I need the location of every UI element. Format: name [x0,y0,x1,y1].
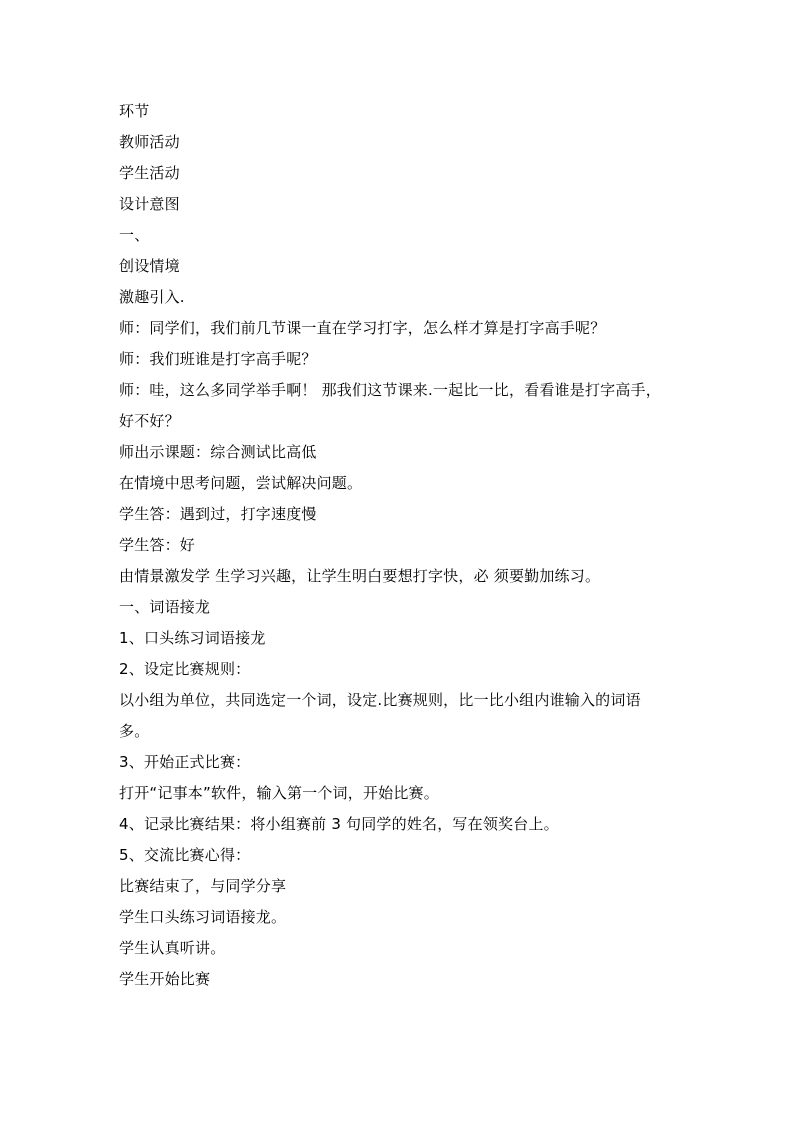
text-line: 学生答：遇到过，打字速度慢 [119,505,317,523]
text-line: 师：同学们，我们前几节课一直在学习打字，怎么样才算是打字高手呢？ [119,319,606,337]
document-body [119,96,684,995]
text-line: 4、记录比赛结果：将小组赛前 3 句同学的姓名，写在领奖台上。 [119,815,559,833]
text-line: 一、 [119,226,150,244]
text-line: 创设情境 [119,257,180,275]
text-line: 学生活动 [119,164,180,182]
text-line: 3、开始正式比赛： [119,753,251,771]
text-line: 由情景激发学 生学习兴趣，让学生明白要想打字快，必 须要勤加练习。 [119,567,601,585]
text-line: 激趣引入. [119,288,185,306]
text-line: 多。 [119,722,150,740]
text-line: 5、交流比赛心得： [119,846,251,864]
text-line: 师：我们班谁是打字高手呢？ [119,350,317,368]
text-line: 学生开始比赛 [119,970,211,988]
text-line: 学生认真听讲。 [119,939,226,957]
text-line: 一、词语接龙 [119,598,211,616]
text-line: 打开“记事本”软件，输入第一个词，开始比赛。 [119,784,439,802]
text-line: 以小组为单位，共同选定一个词，设定.比赛规则，比一比小组内谁输入的词语 [119,691,641,709]
text-line: 学生口头练习词语接龙。 [119,908,287,926]
text-line: 师出示课题：综合测试比高低 [119,443,317,461]
text-line: 学生答：好 [119,536,196,554]
text-line: 2、设定比赛规则： [119,660,251,678]
text-line: 环节 [119,102,150,120]
text-line: 设计意图 [119,195,180,213]
text-line: 好不好？ [119,412,180,430]
text-line: 教师活动 [119,133,180,151]
text-line: 比赛结束了，与同学分享 [119,877,287,895]
text-line: 1、口头练习词语接龙 [119,629,266,647]
text-line: 在情境中思考问题，尝试解决问题。 [119,474,363,492]
text-line: 师：哇，这么多同学举手啊！ 那我们这节课来.一起比一比，看看谁是打字高手， [119,381,661,399]
